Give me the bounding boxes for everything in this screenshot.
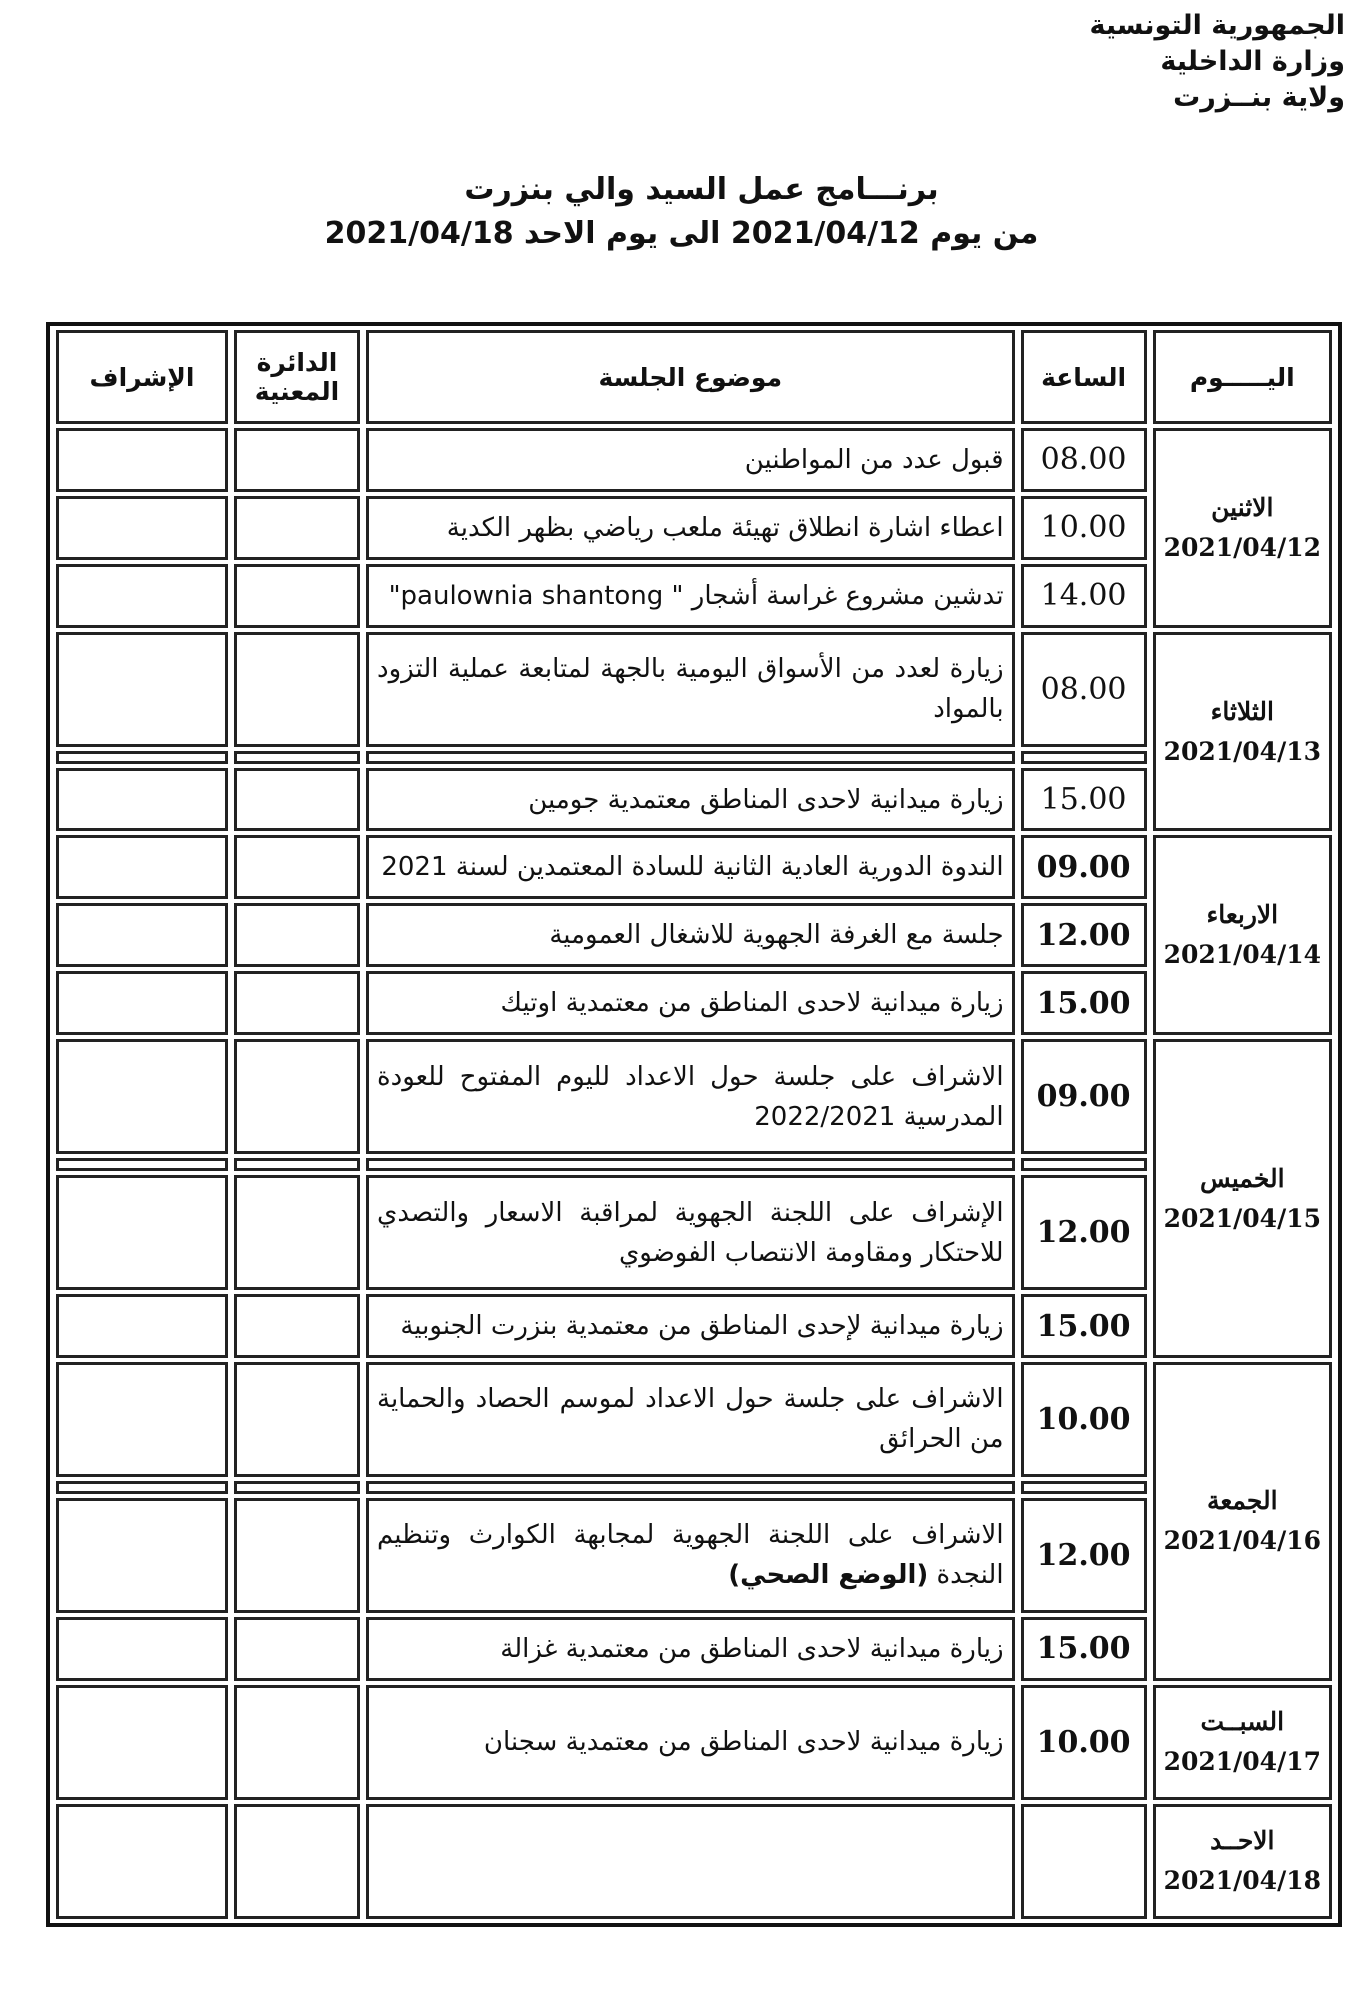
topic-text: الندوة الدورية العادية الثانية للسادة المعتمدين لسنة 2021 bbox=[381, 852, 1004, 883]
dept-cell bbox=[234, 632, 360, 747]
time-cell: 08.00 bbox=[1021, 632, 1147, 747]
supervision-cell bbox=[56, 1481, 228, 1494]
letterhead bbox=[1089, 8, 1345, 116]
topic-cell bbox=[366, 496, 1015, 560]
time-cell: 14.00 bbox=[1021, 564, 1147, 628]
day-cell bbox=[1153, 1362, 1332, 1681]
time-cell: 10.00 bbox=[1021, 1362, 1147, 1477]
day-name: الاثنين bbox=[1211, 492, 1274, 522]
supervision-cell bbox=[56, 1498, 228, 1613]
day-cell bbox=[1153, 1804, 1332, 1919]
day-date: 2021/04/15 bbox=[1163, 1203, 1321, 1233]
supervision-cell bbox=[56, 1617, 228, 1681]
topic-cell bbox=[366, 1685, 1015, 1800]
topic-text: الإشراف على اللجنة الجهوية لمراقبة الاسعار والتصدي للاحتكار ومقاومة الانتصاب الفوضوي bbox=[377, 1197, 1004, 1268]
dept-cell bbox=[234, 1685, 360, 1800]
supervision-cell bbox=[56, 835, 228, 899]
time-cell bbox=[1021, 1158, 1147, 1171]
time-cell: 12.00 bbox=[1021, 903, 1147, 967]
table-row bbox=[56, 1804, 1332, 1919]
time-cell bbox=[1021, 1481, 1147, 1494]
supervision-cell bbox=[56, 632, 228, 747]
day-cell bbox=[1153, 632, 1332, 832]
topic-cell bbox=[366, 564, 1015, 628]
document-title bbox=[0, 168, 1363, 256]
supervision-cell bbox=[56, 751, 228, 764]
supervision-cell bbox=[56, 1294, 228, 1358]
table-row bbox=[56, 1498, 1332, 1613]
supervision-cell bbox=[56, 428, 228, 492]
supervision-cell bbox=[56, 1158, 228, 1171]
supervision-cell bbox=[56, 971, 228, 1035]
day-date: 2021/04/14 bbox=[1163, 940, 1321, 970]
dept-cell bbox=[234, 496, 360, 560]
day-date: 2021/04/17 bbox=[1163, 1747, 1321, 1777]
letterhead-governorate: ولاية بنــزرت bbox=[1173, 82, 1345, 113]
table-row bbox=[56, 632, 1332, 747]
topic-cell bbox=[366, 632, 1015, 747]
day-name: الاربعاء bbox=[1206, 900, 1279, 930]
topic-emphasis: (الوضع الصحي) bbox=[728, 1560, 929, 1591]
time-cell: 15.00 bbox=[1021, 1617, 1147, 1681]
topic-text: الاشراف على اللجنة الجهوية لمجابهة الكوارث وتنظيم النجدة bbox=[377, 1520, 1004, 1591]
day-date: 2021/04/16 bbox=[1163, 1526, 1321, 1556]
supervision-cell bbox=[56, 564, 228, 628]
dept-cell bbox=[234, 903, 360, 967]
topic-text: زيارة ميدانية لاحدى المناطق معتمدية جومين bbox=[528, 784, 1004, 815]
time-cell: 08.00 bbox=[1021, 428, 1147, 492]
title-line-2: من يوم 2021/04/12 الى يوم الاحد 2021/04/18 bbox=[324, 216, 1039, 251]
table-row bbox=[56, 428, 1332, 492]
topic-cell bbox=[366, 1039, 1015, 1154]
topic-text: جلسة مع الغرفة الجهوية للاشغال العمومية bbox=[549, 920, 1004, 951]
supervision-cell bbox=[56, 1362, 228, 1477]
topic-cell bbox=[366, 903, 1015, 967]
time-cell: 09.00 bbox=[1021, 1039, 1147, 1154]
table-row bbox=[56, 1685, 1332, 1800]
dept-cell bbox=[234, 768, 360, 832]
topic-text: قبول عدد من المواطنين bbox=[744, 444, 1004, 475]
topic-cell bbox=[366, 1481, 1015, 1494]
topic-text: زيارة ميدانية لاحدى المناطق من معتمدية غزالة bbox=[500, 1633, 1004, 1664]
table-row bbox=[56, 751, 1332, 764]
dept-cell bbox=[234, 1498, 360, 1613]
supervision-cell bbox=[56, 1804, 228, 1919]
table-row bbox=[56, 496, 1332, 560]
schedule-table bbox=[46, 322, 1342, 1927]
topic-cell bbox=[366, 1158, 1015, 1171]
header-day: اليـــــوم bbox=[1153, 330, 1332, 424]
topic-cell bbox=[366, 768, 1015, 832]
dept-cell bbox=[234, 1158, 360, 1171]
table-header-row bbox=[56, 330, 1332, 424]
table-row bbox=[56, 1617, 1332, 1681]
time-cell: 12.00 bbox=[1021, 1498, 1147, 1613]
table-row bbox=[56, 1362, 1332, 1477]
dept-cell bbox=[234, 1362, 360, 1477]
day-name: الخميس bbox=[1200, 1163, 1285, 1193]
dept-cell bbox=[234, 1481, 360, 1494]
dept-cell bbox=[234, 428, 360, 492]
dept-cell bbox=[234, 1294, 360, 1358]
table-row bbox=[56, 971, 1332, 1035]
day-date: 2021/04/18 bbox=[1163, 1866, 1321, 1896]
topic-cell bbox=[366, 1498, 1015, 1613]
topic-cell bbox=[366, 1804, 1015, 1919]
supervision-cell bbox=[56, 903, 228, 967]
day-name: الاحــد bbox=[1210, 1826, 1275, 1856]
topic-cell bbox=[366, 428, 1015, 492]
day-date: 2021/04/13 bbox=[1163, 736, 1321, 766]
table-row bbox=[56, 1039, 1332, 1154]
time-cell: 15.00 bbox=[1021, 1294, 1147, 1358]
header-dept: الدائرة المعنية bbox=[234, 330, 360, 424]
letterhead-country: الجمهورية التونسية bbox=[1089, 10, 1345, 41]
table-row bbox=[56, 768, 1332, 832]
supervision-cell bbox=[56, 768, 228, 832]
topic-text: الاشراف على جلسة حول الاعداد لموسم الحصاد والحماية من الحرائق bbox=[377, 1384, 1004, 1455]
time-cell bbox=[1021, 1804, 1147, 1919]
time-cell: 15.00 bbox=[1021, 768, 1147, 832]
topic-cell bbox=[366, 1362, 1015, 1477]
topic-cell bbox=[366, 835, 1015, 899]
dept-cell bbox=[234, 751, 360, 764]
topic-text: الاشراف على جلسة حول الاعداد لليوم المفتوح للعودة المدرسية 2022/2021 bbox=[377, 1061, 1004, 1132]
time-cell: 10.00 bbox=[1021, 1685, 1147, 1800]
header-supervision: الإشراف bbox=[56, 330, 228, 424]
table-row bbox=[56, 1294, 1332, 1358]
time-cell: 10.00 bbox=[1021, 496, 1147, 560]
day-name: السبــت bbox=[1200, 1707, 1285, 1737]
dept-cell bbox=[234, 1617, 360, 1681]
topic-cell bbox=[366, 1175, 1015, 1290]
dept-cell bbox=[234, 971, 360, 1035]
supervision-cell bbox=[56, 1175, 228, 1290]
supervision-cell bbox=[56, 496, 228, 560]
dept-cell bbox=[234, 835, 360, 899]
topic-text: تدشين مشروع غراسة أشجار " paulownia shantong" bbox=[388, 580, 1004, 611]
day-name: الجمعة bbox=[1206, 1486, 1278, 1516]
topic-text: زيارة ميدانية لاحدى المناطق من معتمدية سجنان bbox=[483, 1727, 1004, 1758]
topic-text: اعطاء اشارة انطلاق تهيئة ملعب رياضي بظهر الكدية bbox=[446, 512, 1004, 543]
topic-text: زيارة ميدانية لإحدى المناطق من معتمدية بنزرت الجنوبية bbox=[400, 1311, 1004, 1341]
time-cell: 09.00 bbox=[1021, 835, 1147, 899]
supervision-cell bbox=[56, 1039, 228, 1154]
table-row bbox=[56, 1481, 1332, 1494]
letterhead-ministry: وزارة الداخلية bbox=[1160, 46, 1345, 77]
supervision-cell bbox=[56, 1685, 228, 1800]
day-cell bbox=[1153, 1685, 1332, 1800]
table-row bbox=[56, 1175, 1332, 1290]
table-row bbox=[56, 835, 1332, 899]
day-date: 2021/04/12 bbox=[1163, 532, 1321, 562]
schedule-body bbox=[56, 428, 1332, 1919]
day-name: الثلاثاء bbox=[1210, 696, 1274, 726]
topic-cell bbox=[366, 1617, 1015, 1681]
table-row bbox=[56, 1158, 1332, 1171]
topic-text: زيارة لعدد من الأسواق اليومية بالجهة لمتابعة عملية التزود بالمواد bbox=[377, 654, 1004, 725]
topic-cell bbox=[366, 751, 1015, 764]
dept-cell bbox=[234, 1175, 360, 1290]
table-row bbox=[56, 564, 1332, 628]
time-cell: 12.00 bbox=[1021, 1175, 1147, 1290]
day-cell bbox=[1153, 835, 1332, 1035]
title-line-1: برنـــامج عمل السيد والي بنزرت bbox=[464, 172, 939, 207]
topic-cell bbox=[366, 971, 1015, 1035]
time-cell: 15.00 bbox=[1021, 971, 1147, 1035]
dept-cell bbox=[234, 1039, 360, 1154]
header-topic: موضوع الجلسة bbox=[366, 330, 1015, 424]
dept-cell bbox=[234, 564, 360, 628]
topic-text: زيارة ميدانية لاحدى المناطق من معتمدية اوتيك bbox=[500, 988, 1004, 1019]
header-time: الساعة bbox=[1021, 330, 1147, 424]
time-cell bbox=[1021, 751, 1147, 764]
table-row bbox=[56, 903, 1332, 967]
dept-cell bbox=[234, 1804, 360, 1919]
topic-cell bbox=[366, 1294, 1015, 1358]
day-cell bbox=[1153, 1039, 1332, 1358]
day-cell bbox=[1153, 428, 1332, 628]
